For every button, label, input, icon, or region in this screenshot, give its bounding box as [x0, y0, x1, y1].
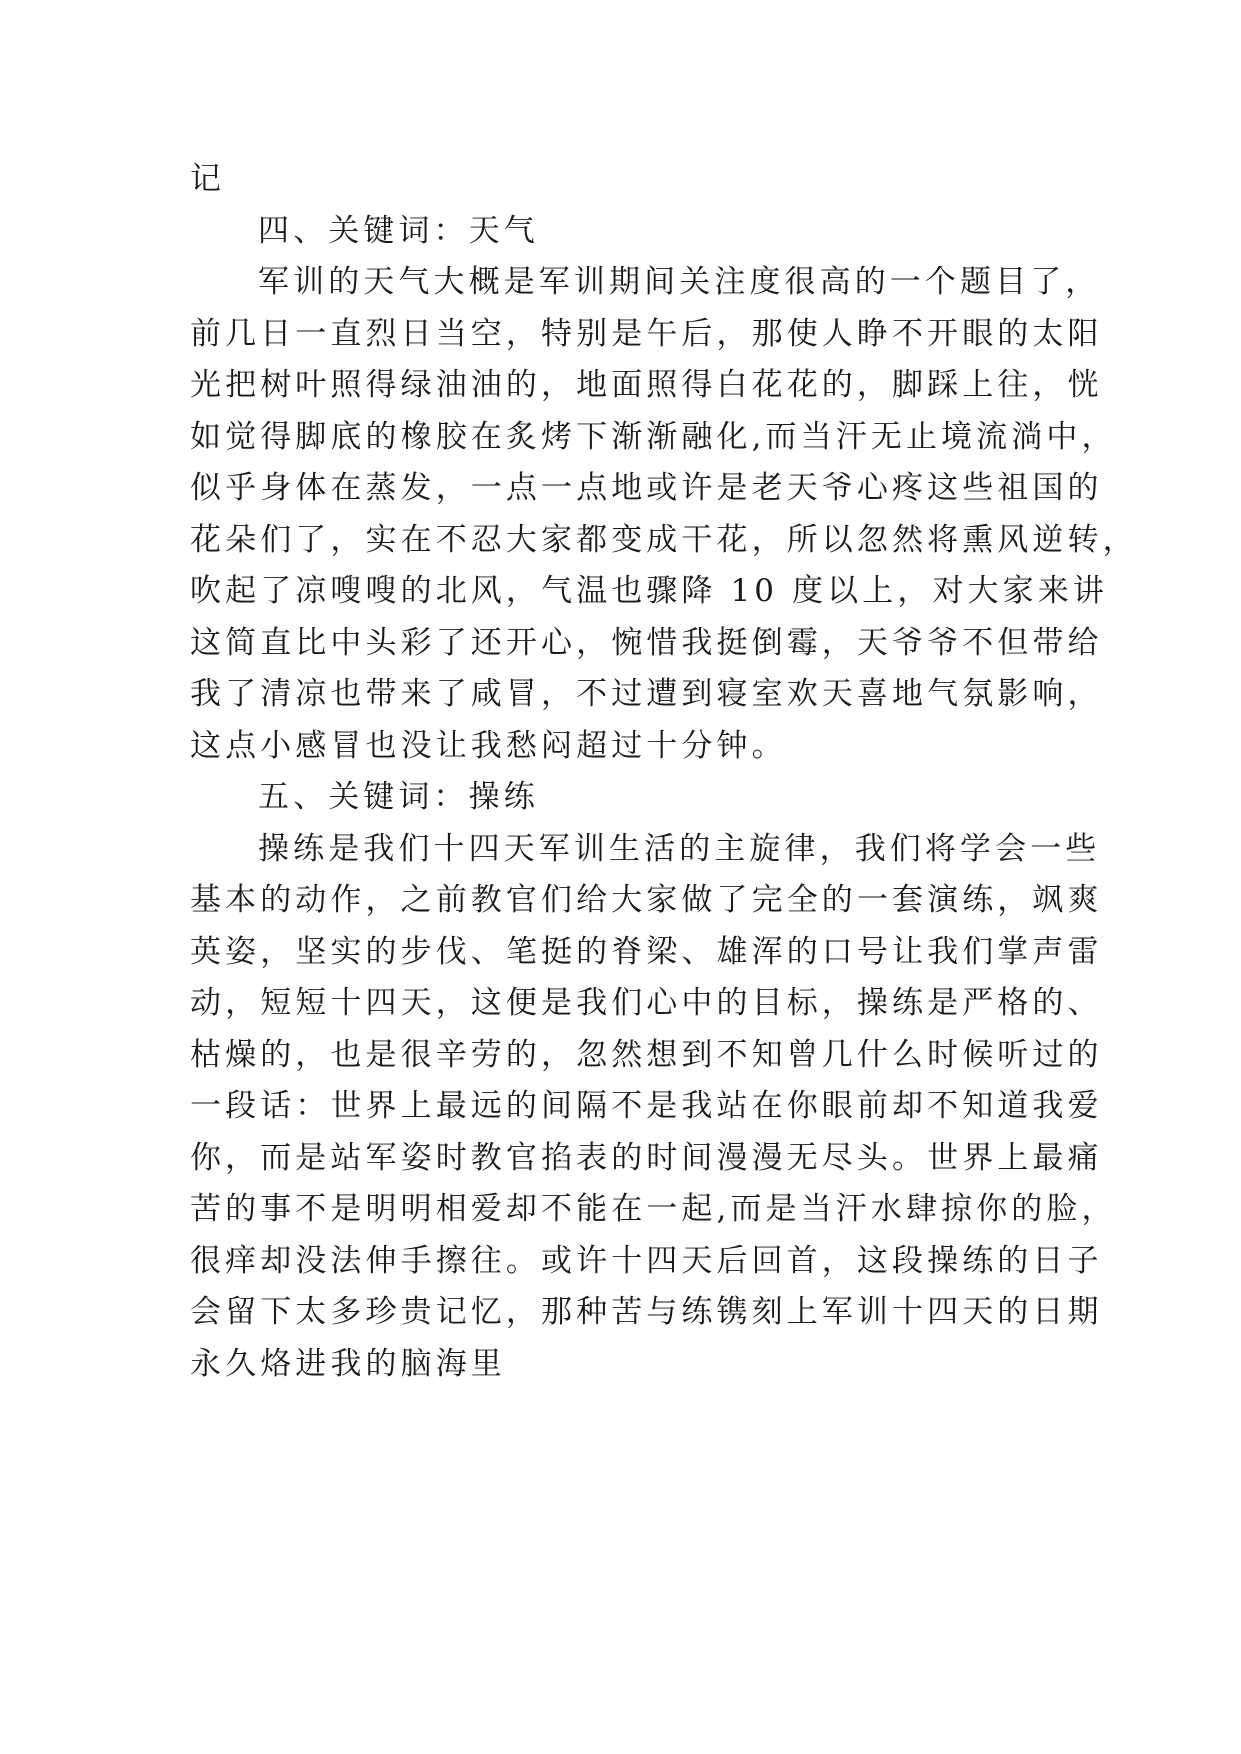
paragraph-line: 枯燥的，也是很辛劳的，忽然想到不知曾几什么时候听过的	[190, 1036, 1103, 1073]
paragraph-line: 花朵们了，实在不忍大家都变成干花，所以忽然将熏风逆转，	[190, 521, 1138, 558]
paragraph-line: 你，而是站军姿时教官掐表的时间漫漫无尽头。世界上最痛	[190, 1139, 1103, 1176]
section-heading-weather: 四、关键词：天气	[258, 212, 539, 249]
paragraph-line: 前几日一直烈日当空，特别是午后，那使人睁不开眼的太阳	[190, 315, 1103, 352]
text-line: 记	[190, 161, 226, 197]
document-body	[190, 154, 1138, 1390]
paragraph-line: 英姿，坚实的步伐、笔挺的脊梁、雄浑的口号让我们掌声雷	[190, 933, 1103, 970]
paragraph-line: 如觉得脚底的橡胶在炙烤下渐渐融化,而当汗无止境流淌中，	[190, 418, 1117, 455]
paragraph-line: 光把树叶照得绿油油的，地面照得白花花的，脚踩上往，恍	[190, 367, 1103, 403]
paragraph-line: 永久烙进我的脑海里	[190, 1345, 506, 1382]
paragraph-line: 很痒却没法伸手擦往。或许十四天后回首，这段操练的日子	[190, 1242, 1103, 1279]
paragraph-line: 基本的动作，之前教官们给大家做了完全的一套演练，飒爽	[190, 882, 1103, 918]
paragraph-line: 吹起了凉嗖嗖的北风，气温也骤降 10 度以上，对大家来讲	[190, 573, 1108, 609]
paragraph-line: 一段话：世界上最远的间隔不是我站在你眼前却不知道我爱	[190, 1088, 1103, 1124]
paragraph-line: 军训的天气大概是军训期间关注度很高的一个题目了，	[258, 264, 1101, 300]
section-heading-drill: 五、关键词：操练	[258, 779, 539, 815]
paragraph-line: 动，短短十四天，这便是我们心中的目标，操练是严格的、	[190, 985, 1103, 1021]
paragraph-line: 这点小感冒也没让我愁闷超过十分钟。	[190, 727, 787, 764]
paragraph-line: 操练是我们十四天军训生活的主旋律，我们将学会一些	[258, 830, 1101, 867]
paragraph-line: 似乎身体在蒸发，一点一点地或许是老天爷心疼这些祖国的	[190, 470, 1103, 506]
paragraph-line: 会留下太多珍贵记忆，那种苦与练镌刻上军训十四天的日期	[190, 1294, 1103, 1330]
paragraph-line: 这简直比中头彩了还开心，惋惜我挺倒霉，天爷爷不但带给	[190, 624, 1103, 661]
paragraph-line: 苦的事不是明明相爱却不能在一起,而是当汗水肆掠你的脸，	[190, 1191, 1117, 1227]
paragraph-line: 我了清凉也带来了咸冒，不过遭到寝室欢天喜地气氛影响，	[190, 676, 1103, 712]
